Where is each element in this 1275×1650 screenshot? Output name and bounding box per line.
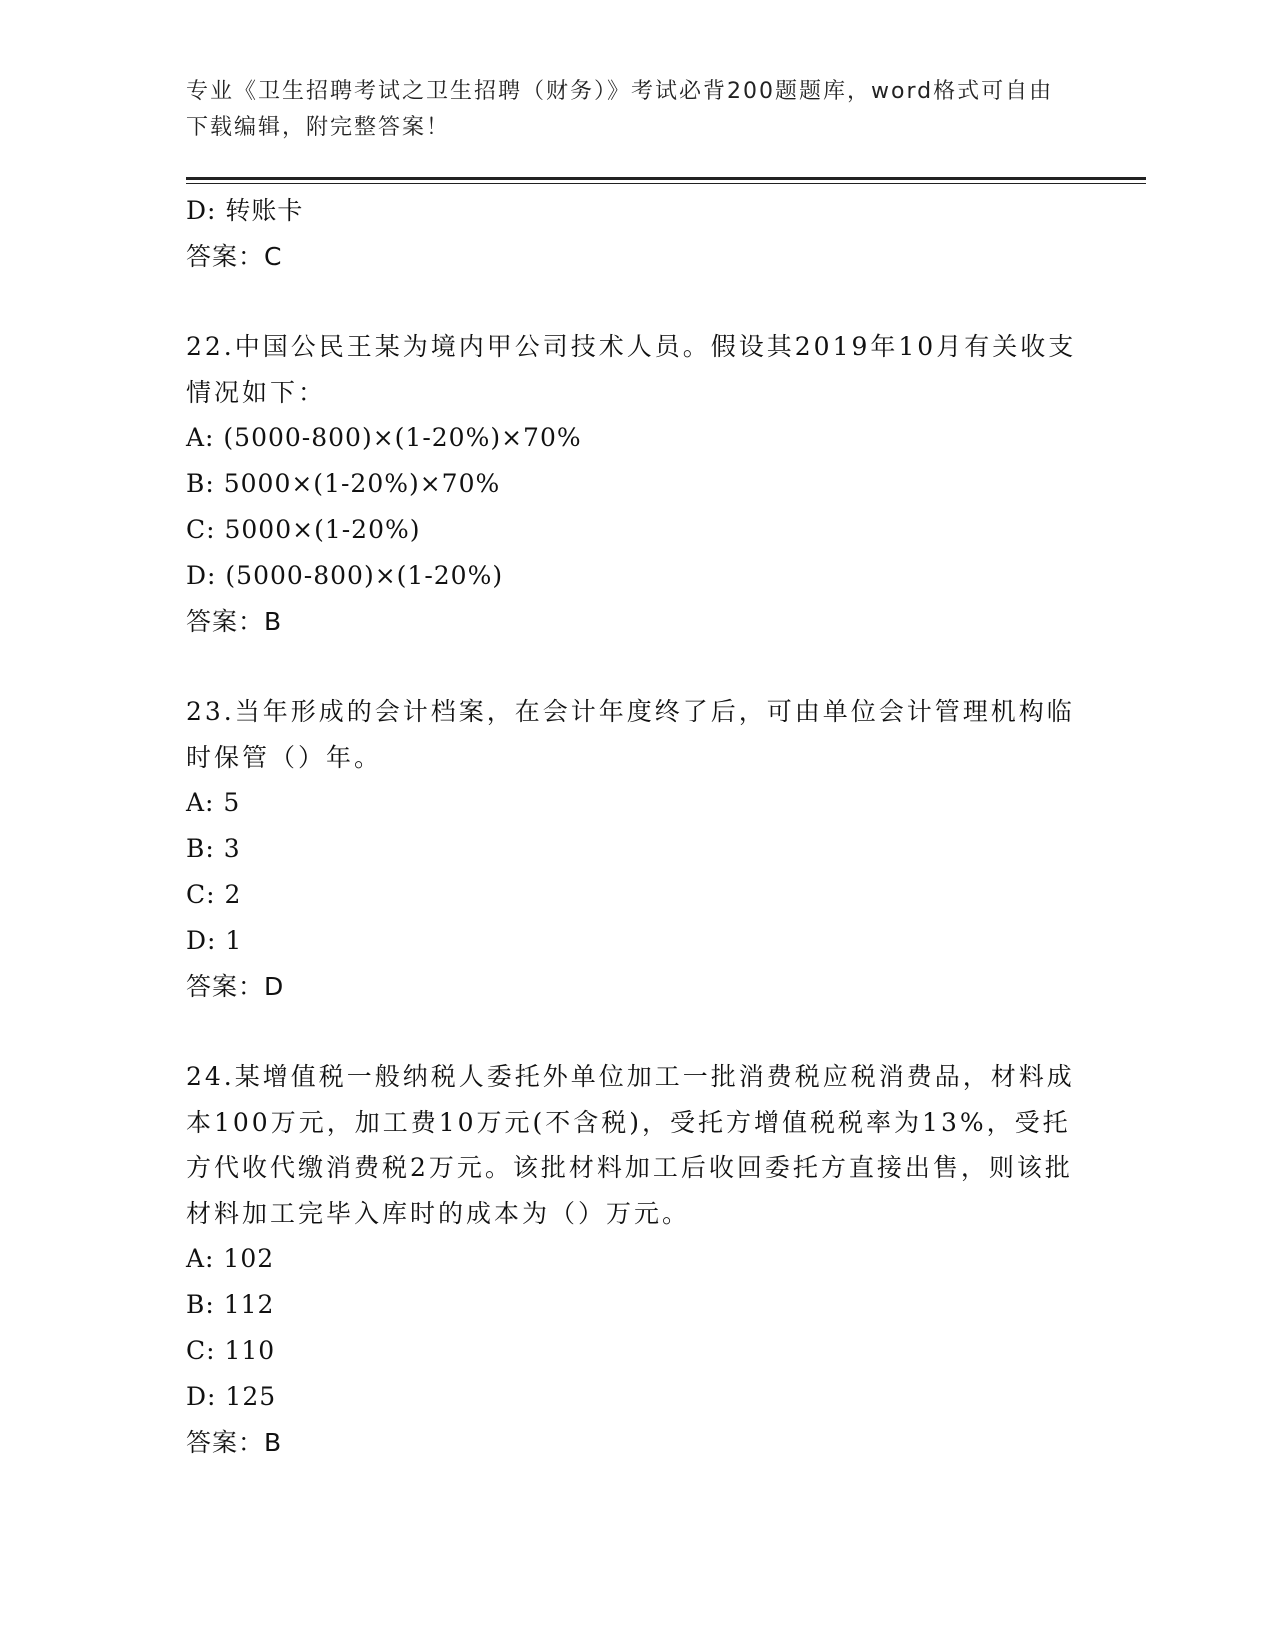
option-a: A: 5 <box>186 788 241 817</box>
option-b: B: 5000×(1-20%)×70% <box>186 469 501 498</box>
header-divider-thick <box>186 177 1146 180</box>
answer-line: 答案：D <box>186 972 285 1001</box>
option-d: D: 转账卡 <box>186 196 304 225</box>
answer-line: 答案：C <box>186 242 283 271</box>
document-content <box>186 188 1086 1466</box>
option-b: B: 112 <box>186 1290 275 1319</box>
question-stem: 23.当年形成的会计档案，在会计年度终了后，可由单位会计管理机构临时保管（）年。 <box>186 697 1075 772</box>
question-block <box>186 1054 1086 1466</box>
spacer <box>186 1010 1086 1054</box>
option-c: C: 2 <box>186 880 242 909</box>
option-d: D: 1 <box>186 926 243 955</box>
previous-question-tail <box>186 188 1086 280</box>
spacer <box>186 645 1086 689</box>
question-stem: 24.某增值税一般纳税人委托外单位加工一批消费税应税消费品，材料成本100万元，加工费10万元(不含税)，受托方增值税税率为13%，受托方代收代缴消费税2万元。该批材料加工后收回委托方直接出售，则该批材料加工完毕入库时的成本为（）万元。 <box>186 1062 1075 1228</box>
spacer <box>186 280 1086 324</box>
option-c: C: 5000×(1-20%) <box>186 515 421 544</box>
question-block <box>186 689 1086 1010</box>
option-d: D: 125 <box>186 1382 277 1411</box>
header-divider-thin <box>186 183 1146 184</box>
option-a: A: 102 <box>186 1244 275 1273</box>
answer-line: 答案：B <box>186 1428 283 1457</box>
question-block <box>186 324 1086 645</box>
option-b: B: 3 <box>186 834 241 863</box>
document-header: 专业《卫生招聘考试之卫生招聘（财务）》考试必背200题题库，word格式可自由下载编辑，附完整答案！ <box>186 79 1054 140</box>
option-c: C: 110 <box>186 1336 276 1365</box>
answer-line: 答案：B <box>186 607 283 636</box>
question-stem: 22.中国公民王某为境内甲公司技术人员。假设其2019年10月有关收支情况如下： <box>186 332 1077 407</box>
option-a: A: (5000-800)×(1-20%)×70% <box>186 423 582 452</box>
option-d: D: (5000-800)×(1-20%) <box>186 561 504 590</box>
